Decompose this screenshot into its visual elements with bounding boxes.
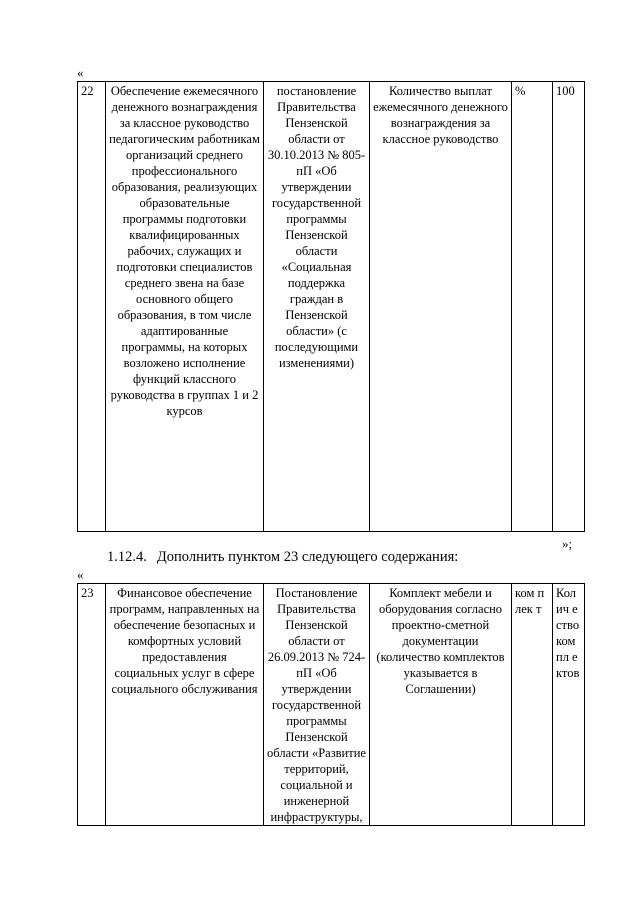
table-item-22 — [77, 81, 585, 532]
unit: ком плек т — [512, 584, 553, 826]
paragraph-number: 1.12.4. — [107, 549, 147, 565]
table-item-23 — [77, 583, 585, 826]
legal-basis: постановление Правительства Пензенской области от 30.10.2013 № 805-пП «Об утверждении государственной программы Пензенской области «Социальная поддержка граждан в Пензенской области» (с последующими изменениями) — [264, 82, 370, 532]
unit: % — [512, 82, 553, 532]
legal-basis: Постановление Правительства Пензенской области от 26.09.2013 № 724-пП «Об утверждении государственной программы Пензенской области «Развитие территорий, социальной и инженерной инфраструктуры, — [264, 584, 370, 826]
row-number: 22 — [78, 82, 106, 532]
table-row — [78, 584, 585, 826]
row-number: 23 — [78, 584, 106, 826]
open-quote-2: « — [77, 567, 84, 582]
measure-name: Финансовое обеспечение программ, направленных на обеспечение безопасных и комфортных условий предоставления социальных услуг в сфере социального обслуживания — [106, 584, 264, 826]
indicator: Количество выплат ежемесячного денежного вознаграждения за классное руководство — [370, 82, 512, 532]
close-quote-1: »; — [562, 536, 573, 551]
measure-name: Обеспечение ежемесячного денежного вознаграждения за классное руководство педагогическим работникам организаций среднего профессионального образования, реализующих образовательные программы подготовки квалифицированных рабочих, служащих и подготовки специалистов среднего звена на базе основного общего образования, в том числе адаптированные программы, на которых возложено исполнение функций классного руководства в группах 1 и 2 курсов — [106, 82, 264, 532]
table-row — [78, 82, 585, 532]
value: 100 — [553, 82, 585, 532]
paragraph-1-12-4 — [107, 548, 458, 566]
value: Колич ество компл ектов — [553, 584, 585, 826]
paragraph-text: Дополнить пунктом 23 следующего содержания: — [156, 549, 459, 565]
indicator: Комплект мебели и оборудования согласно проектно-сметной документации (количество комплектов указывается в Соглашении) — [370, 584, 512, 826]
open-quote-1: « — [77, 65, 84, 80]
